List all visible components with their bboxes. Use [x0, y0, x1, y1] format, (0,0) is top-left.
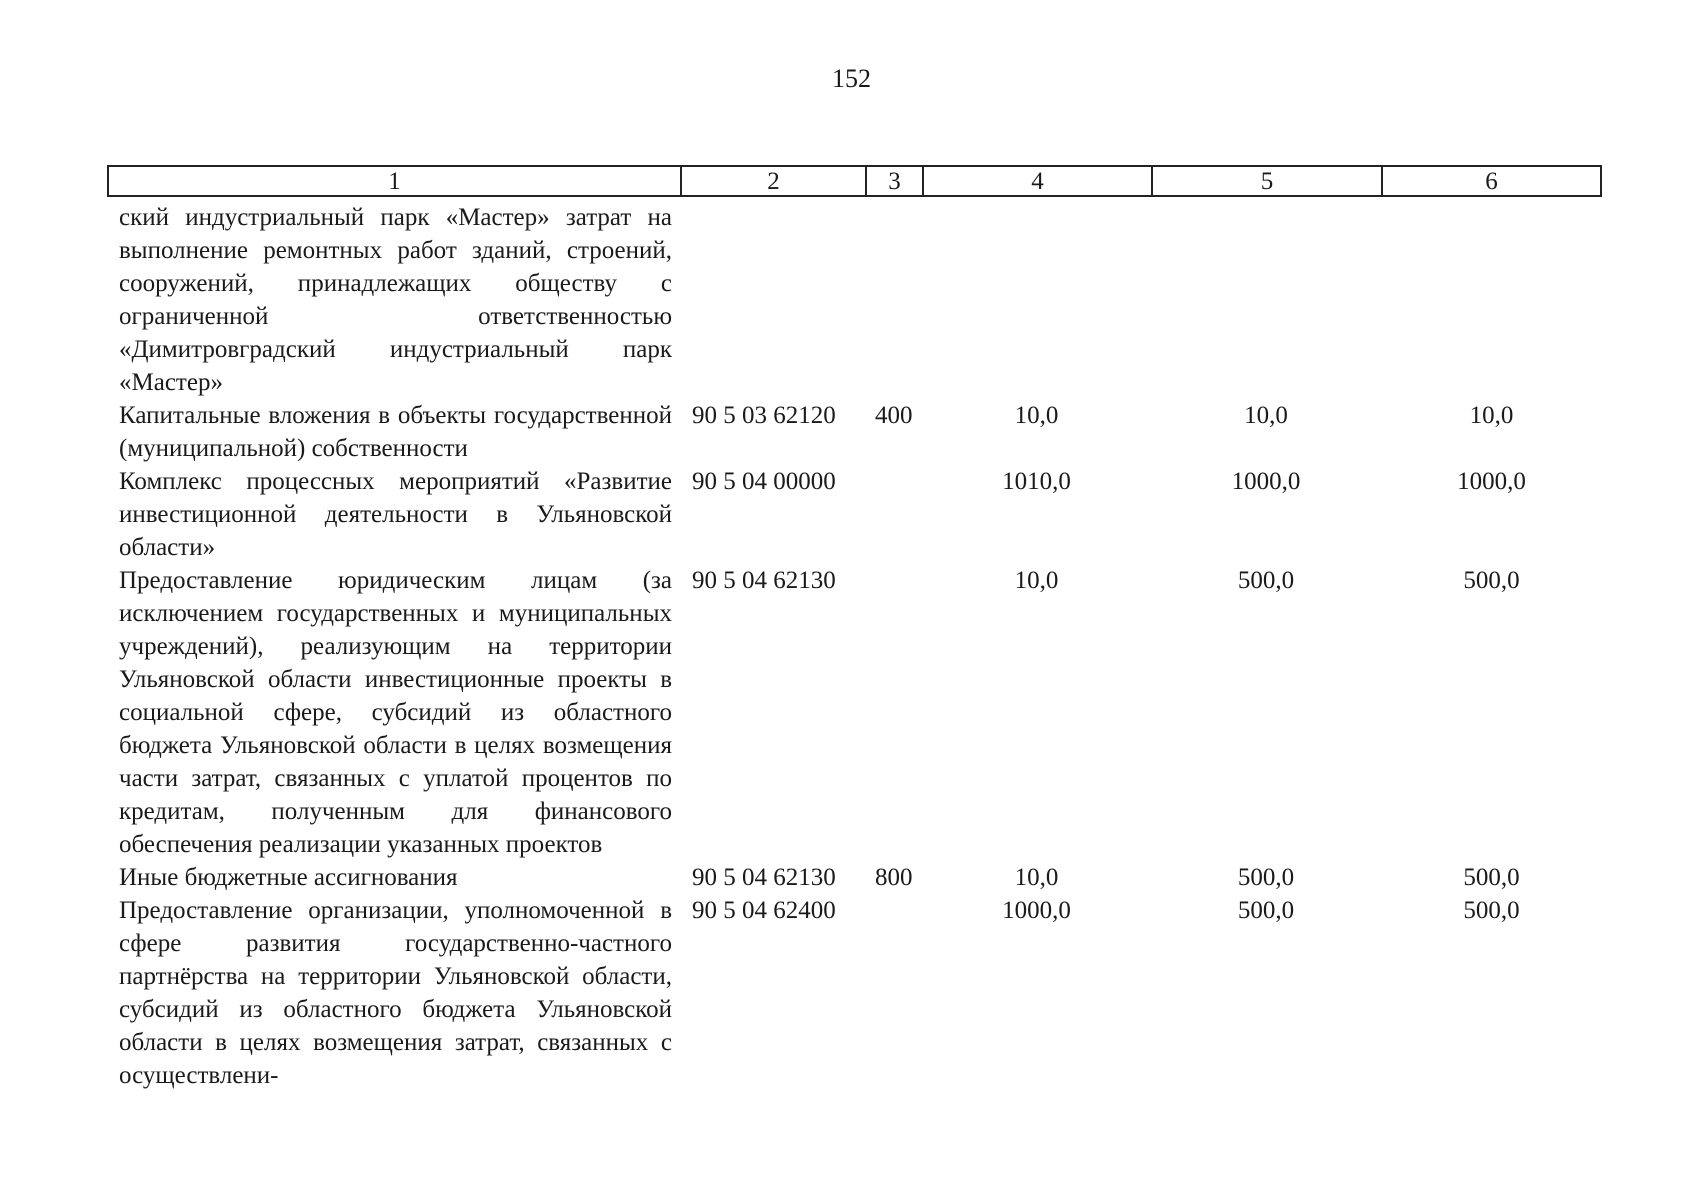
table-body: [107, 201, 1602, 1092]
row-value-col5: 500,0: [1237, 567, 1295, 594]
table-header: [107, 165, 1602, 197]
row-code: 90 5 03 62120: [692, 402, 836, 429]
row-value-col4: 1000,0: [1002, 897, 1071, 924]
row-value-col6: 10,0: [1469, 402, 1514, 429]
row-value-col5: [1151, 201, 1381, 399]
row-description: Предоставление организации, уполномоченной в сфере развития государственно-частного партнёрства на территории Ульяновской области, субсидий из областного бюджета Ульяновской области в целях возмещения затрат, связанных с осуществлени-: [119, 897, 672, 1089]
row-expense-type: [865, 894, 922, 1092]
table-row: [107, 201, 1602, 399]
row-value-col4: 10,0: [1014, 864, 1059, 891]
table-row: [107, 399, 1602, 465]
row-expense-type: [865, 564, 922, 861]
row-value-col5: 500,0: [1237, 864, 1295, 891]
row-description: Капитальные вложения в объекты государственной (муниципальной) собственности: [119, 402, 672, 462]
column-header-6: 6: [1485, 168, 1498, 195]
row-code: 90 5 04 62130: [692, 864, 836, 891]
row-value-col4: 10,0: [1014, 567, 1059, 594]
row-value-col5: 1000,0: [1231, 468, 1301, 495]
row-code: [680, 201, 865, 399]
row-value-col5: 10,0: [1244, 402, 1288, 429]
column-header-2: 2: [682, 167, 867, 195]
column-header-3: 3: [867, 167, 924, 195]
column-header-5: 5: [1153, 167, 1383, 195]
row-value-col4: 10,0: [1014, 402, 1059, 429]
row-value-col4: [922, 201, 1151, 399]
row-description: Иные бюджетные ассигнования: [119, 864, 458, 891]
table-row: [107, 861, 1602, 894]
column-header-4: 4: [924, 167, 1153, 195]
table-row: [107, 465, 1602, 564]
row-description: Предоставление юридическим лицам (за исключением государственных и муниципальных учреждений), реализующим на территории Ульяновской области инвестиционные проекты в социальной сфере, субсидий из областного бюджета Ульяновской области в целях возмещения части затрат, связанных с уплатой процентов по кредитам, полученным для финансового обеспечения реализации указанных проектов: [119, 567, 672, 858]
row-description: ский индустриальный парк «Мастер» затрат на выполнение ремонтных работ зданий, строений, сооружений, принадлежащих обществу с ограниченной ответственностью «Димитровградский индустриальный парк «Мастер»: [119, 204, 672, 396]
row-description: Комплекс процессных мероприятий «Развитие инвестиционной деятельности в Ульяновской области»: [119, 468, 672, 561]
column-header-1: 1: [109, 167, 682, 195]
row-expense-type: 400: [875, 402, 913, 429]
row-code: 90 5 04 00000: [692, 468, 836, 495]
row-value-col5: 500,0: [1237, 897, 1295, 924]
row-value-col4: 1010,0: [1002, 468, 1071, 495]
row-value-col6: 1000,0: [1457, 468, 1526, 495]
row-value-col6: 500,0: [1463, 567, 1520, 594]
page-number: 152: [832, 64, 871, 93]
row-expense-type: [865, 465, 922, 564]
row-code: 90 5 04 62130: [692, 567, 836, 594]
row-value-col6: [1381, 201, 1602, 399]
table-row: [107, 894, 1602, 1092]
table-row: [107, 564, 1602, 861]
row-expense-type: 800: [875, 864, 913, 891]
row-value-col6: 500,0: [1463, 897, 1520, 924]
row-expense-type: [865, 201, 922, 399]
row-code: 90 5 04 62400: [692, 897, 836, 924]
row-value-col6: 500,0: [1463, 864, 1520, 891]
